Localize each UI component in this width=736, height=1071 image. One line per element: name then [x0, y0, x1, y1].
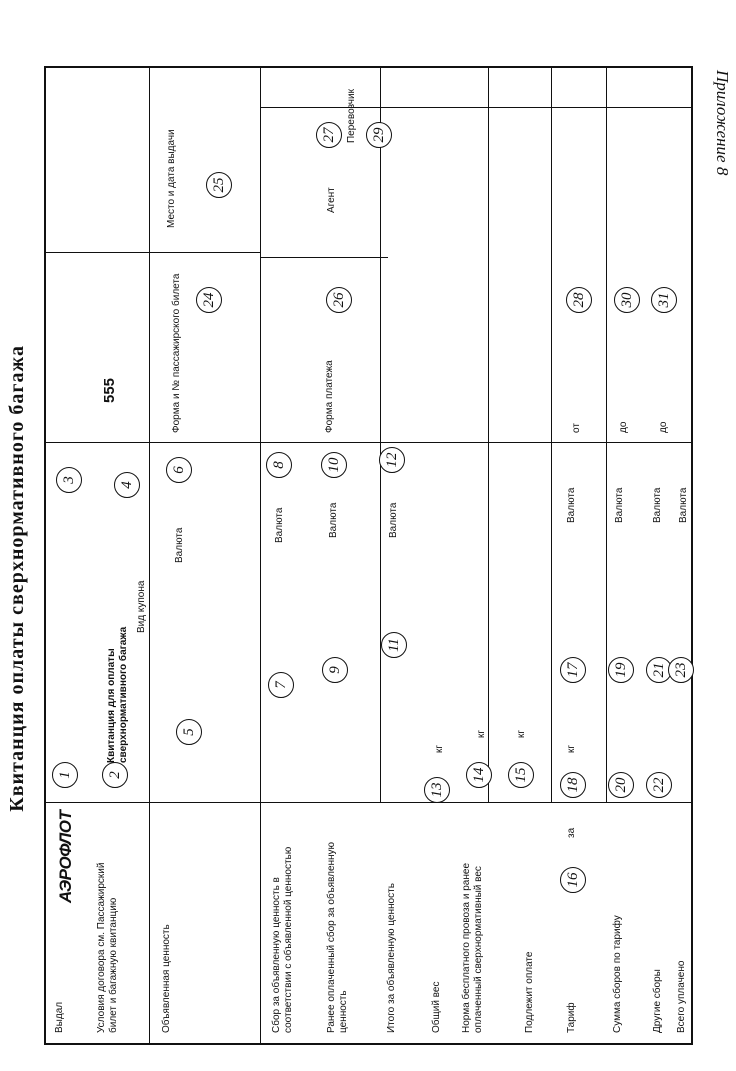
- currency-label-17: Валюта: [566, 487, 577, 523]
- kg-label-18: кг: [566, 744, 577, 753]
- from-label: от: [571, 423, 582, 433]
- receipt-title: Квитанция для оплаты сверхнормативного багажа: [106, 626, 129, 763]
- page-title: Квитанция оплаты сверхнормативного багажа: [6, 345, 28, 812]
- receipt-form: [44, 66, 693, 1045]
- row-line: [380, 68, 381, 803]
- field-23: 23: [668, 657, 694, 683]
- field-9: 9: [322, 657, 348, 683]
- aeroflot-logo: АЭРОФЛОТ: [56, 810, 75, 903]
- field-13: 13: [424, 777, 450, 803]
- field-24: 24: [196, 287, 222, 313]
- field-31: 31: [651, 287, 677, 313]
- kg-label-15: кг: [516, 729, 527, 738]
- to-label-30: до: [618, 421, 629, 433]
- tariff-label: Тариф: [566, 1002, 577, 1033]
- for-label: за: [566, 827, 577, 838]
- field-16: 16: [560, 867, 586, 893]
- payment-form-label: Форма платежа: [324, 360, 335, 433]
- currency-label-19: Валюта: [614, 487, 625, 523]
- row-line: [149, 68, 150, 1043]
- form-ticket-label: Форма и № пассажирского билета: [171, 273, 182, 433]
- currency-label-8: Валюта: [274, 507, 285, 543]
- field-2: 2: [102, 762, 128, 788]
- free-allowance-label: Норма бесплатного провоза и ранее оплаченный сверхнормативный вес: [461, 862, 484, 1033]
- field-5: 5: [176, 719, 202, 745]
- appendix-label: Приложение 8: [713, 70, 732, 176]
- col-line: [260, 257, 388, 258]
- currency-label-23: Валюта: [678, 487, 689, 523]
- field-15: 15: [508, 762, 534, 788]
- prev-fee-label: Ранее оплаченный сбор за объявленную ценность: [326, 841, 349, 1033]
- field-6: 6: [166, 457, 192, 483]
- field-26: 26: [326, 287, 352, 313]
- currency-label-12: Валюта: [388, 502, 399, 538]
- currency-label-10: Валюта: [328, 502, 339, 538]
- col-line: [46, 442, 691, 443]
- total-paid-label: Всего уплачено: [676, 960, 687, 1033]
- kg-label-13: кг: [434, 744, 445, 753]
- carrier-label: Перевозчик: [346, 89, 357, 143]
- field-17: 17: [560, 657, 586, 683]
- col-line: [260, 107, 691, 108]
- declared-value-label: Объявленная ценность: [161, 924, 172, 1033]
- row-line: [606, 68, 607, 803]
- issued-label: Выдал: [54, 1001, 65, 1033]
- coupon-type-label: Вид купона: [136, 580, 147, 633]
- field-30: 30: [614, 287, 640, 313]
- fee-declared-label: Сбор за объявленную ценность в соответствии с объявленной ценностью: [271, 846, 294, 1033]
- col-line: [46, 252, 260, 253]
- field-8: 8: [266, 452, 292, 478]
- field-27: 27: [316, 122, 342, 148]
- conditions-label: Условия договора см. Пассажирский билет и багажную квитанцию: [96, 862, 119, 1033]
- field-22: 22: [646, 772, 672, 798]
- sum-tariff-label: Сумма сборов по тарифу: [612, 915, 623, 1033]
- to-label-31: до: [658, 421, 669, 433]
- field-28: 28: [566, 287, 592, 313]
- field-12: 12: [379, 447, 405, 473]
- payable-label: Подлежит оплате: [524, 951, 535, 1033]
- total-weight-label: Общий вес: [431, 981, 442, 1033]
- field-21: 21: [646, 657, 672, 683]
- field-14: 14: [466, 762, 492, 788]
- field-10: 10: [321, 452, 347, 478]
- field-18: 18: [560, 772, 586, 798]
- field-29: 29: [366, 122, 392, 148]
- col-line: [46, 802, 691, 803]
- field-19: 19: [608, 657, 634, 683]
- agent-label: Агент: [326, 187, 337, 213]
- other-fees-label: Другие сборы: [652, 969, 663, 1033]
- row-line: [551, 68, 552, 803]
- field-25: 25: [206, 172, 232, 198]
- field-3: 3: [56, 467, 82, 493]
- field-11: 11: [381, 632, 407, 658]
- currency-label-6: Валюта: [174, 527, 185, 563]
- field-7: 7: [268, 672, 294, 698]
- currency-label-21: Валюта: [652, 487, 663, 523]
- total-declared-label: Итого за объявленную ценность: [386, 883, 397, 1033]
- kg-label-14: кг: [476, 729, 487, 738]
- ticket-number: 555: [101, 377, 118, 403]
- place-date-label: Место и дата выдачи: [166, 129, 177, 228]
- row-line: [488, 68, 489, 803]
- field-20: 20: [608, 772, 634, 798]
- form-content: [46, 68, 691, 1043]
- row-line: [260, 68, 261, 1043]
- field-1: 1: [52, 762, 78, 788]
- field-4: 4: [114, 472, 140, 498]
